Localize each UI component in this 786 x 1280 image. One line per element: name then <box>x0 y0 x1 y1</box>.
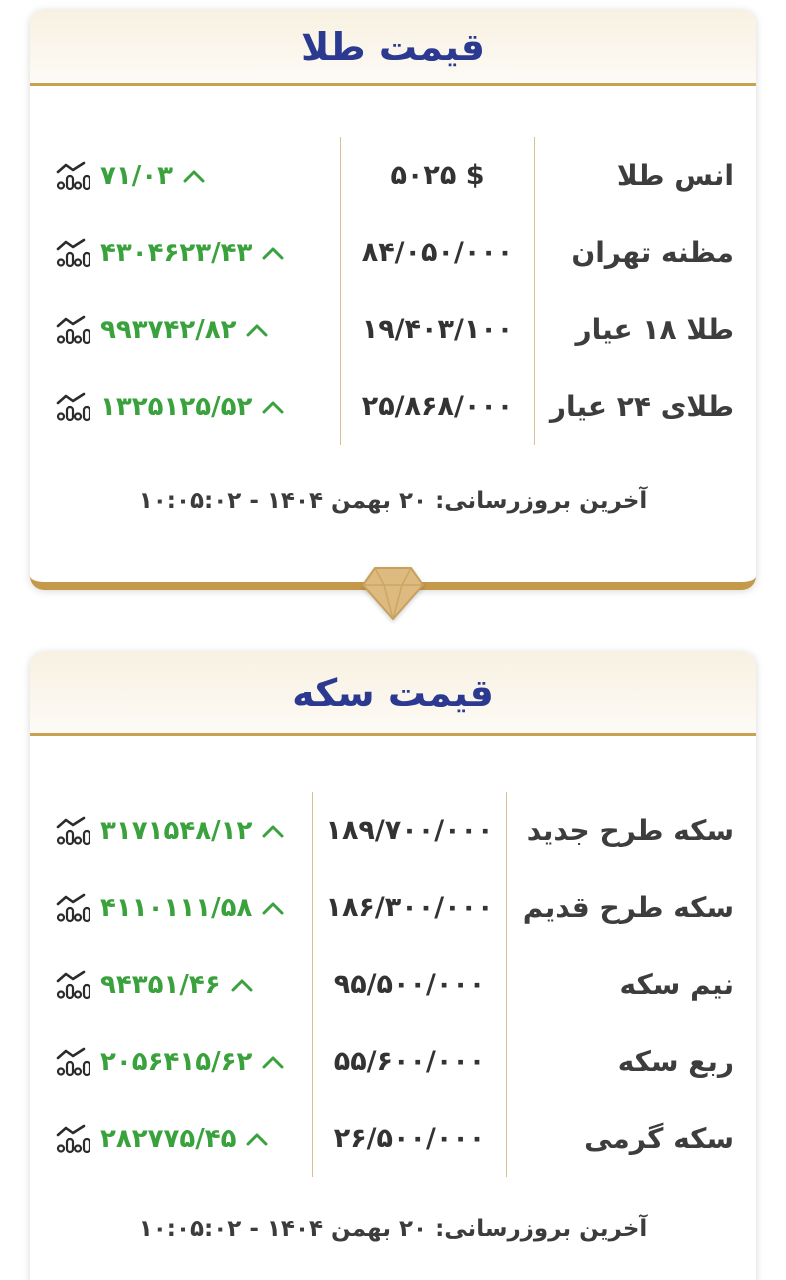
row-change-value: ۴۱۱۰۱۱۱/۵۸ <box>100 892 253 923</box>
row-price: ۹۵/۵۰۰/۰۰۰ <box>312 946 507 1023</box>
table-row <box>30 792 756 869</box>
coin-price-card <box>30 652 756 1280</box>
row-label: مظنه تهران <box>571 236 734 269</box>
trend-chart-icon <box>56 238 90 268</box>
coin-card-header <box>30 652 756 736</box>
table-row <box>30 137 756 214</box>
chevron-up-icon <box>262 901 284 915</box>
trend-chart-icon <box>56 1047 90 1077</box>
price-board-page <box>0 10 786 1280</box>
row-label: طلای ۲۴ عیار <box>549 390 734 423</box>
row-change-value: ۹۴۳۵۱/۴۶ <box>100 969 221 1000</box>
row-change <box>30 1023 312 1100</box>
row-label: سکه گرمی <box>584 1122 734 1155</box>
table-row <box>30 1100 756 1177</box>
row-price: ۵۰۲۵ $ <box>340 137 535 214</box>
row-change-value: ۳۱۷۱۵۴۸/۱۲ <box>100 815 253 846</box>
chevron-up-icon <box>246 323 268 337</box>
row-change <box>30 1100 312 1177</box>
gold-price-card <box>30 10 756 590</box>
row-change-value: ۹۹۳۷۴۲/۸۲ <box>100 314 237 345</box>
table-row <box>30 368 756 445</box>
coin-price-table <box>30 736 756 1177</box>
row-change <box>30 137 340 214</box>
row-change <box>30 291 340 368</box>
row-price: ۱۹/۴۰۳/۱۰۰ <box>340 291 535 368</box>
trend-chart-icon <box>56 816 90 846</box>
row-label: نیم سکه <box>619 968 734 1001</box>
row-change <box>30 869 312 946</box>
gold-card-header <box>30 10 756 86</box>
row-change-value: ۲۰۵۶۴۱۵/۶۲ <box>100 1046 253 1077</box>
chevron-up-icon <box>262 824 284 838</box>
row-change <box>30 368 340 445</box>
diamond-icon <box>361 561 425 623</box>
chevron-up-icon <box>231 978 253 992</box>
row-price: ۵۵/۶۰۰/۰۰۰ <box>312 1023 507 1100</box>
table-row <box>30 1023 756 1100</box>
trend-chart-icon <box>56 315 90 345</box>
row-label: سکه طرح جدید <box>526 814 734 847</box>
row-label: انس طلا <box>616 159 734 192</box>
row-label: طلا ۱۸ عیار <box>575 313 734 346</box>
row-change-value: ۱۳۲۵۱۲۵/۵۲ <box>100 391 253 422</box>
row-change-value: ۴۳۰۴۶۲۳/۴۳ <box>100 237 253 268</box>
chevron-up-icon <box>183 169 205 183</box>
row-change <box>30 214 340 291</box>
row-change-value: ۲۸۲۷۷۵/۴۵ <box>100 1123 237 1154</box>
trend-chart-icon <box>56 392 90 422</box>
row-price: ۲۵/۸۶۸/۰۰۰ <box>340 368 535 445</box>
row-price: ۸۴/۰۵۰/۰۰۰ <box>340 214 535 291</box>
table-row <box>30 946 756 1023</box>
table-row <box>30 869 756 946</box>
chevron-up-icon <box>262 400 284 414</box>
row-label: سکه طرح قدیم <box>522 891 734 924</box>
coin-card-title: قیمت سکه <box>292 670 494 715</box>
row-change <box>30 792 312 869</box>
row-price: ۲۶/۵۰۰/۰۰۰ <box>312 1100 507 1177</box>
trend-chart-icon <box>56 970 90 1000</box>
row-price: ۱۸۹/۷۰۰/۰۰۰ <box>312 792 507 869</box>
table-row <box>30 291 756 368</box>
trend-chart-icon <box>56 1124 90 1154</box>
last-update-text: آخرین بروزرسانی: ۲۰ بهمن ۱۴۰۴ - ۱۰:۰۵:۰۲ <box>138 488 648 514</box>
row-change-value: ۷۱/۰۳ <box>100 160 173 191</box>
trend-chart-icon <box>56 161 90 191</box>
row-label: ربع سکه <box>617 1045 734 1078</box>
gold-card-title: قیمت طلا <box>301 24 485 69</box>
chevron-up-icon <box>262 1055 284 1069</box>
chevron-up-icon <box>246 1132 268 1146</box>
chevron-up-icon <box>262 246 284 260</box>
row-change <box>30 946 312 1023</box>
trend-chart-icon <box>56 893 90 923</box>
last-update-text: آخرین بروزرسانی: ۲۰ بهمن ۱۴۰۴ - ۱۰:۰۵:۰۲ <box>138 1216 648 1242</box>
row-price: ۱۸۶/۳۰۰/۰۰۰ <box>312 869 507 946</box>
gold-price-table <box>30 86 756 445</box>
table-row <box>30 214 756 291</box>
